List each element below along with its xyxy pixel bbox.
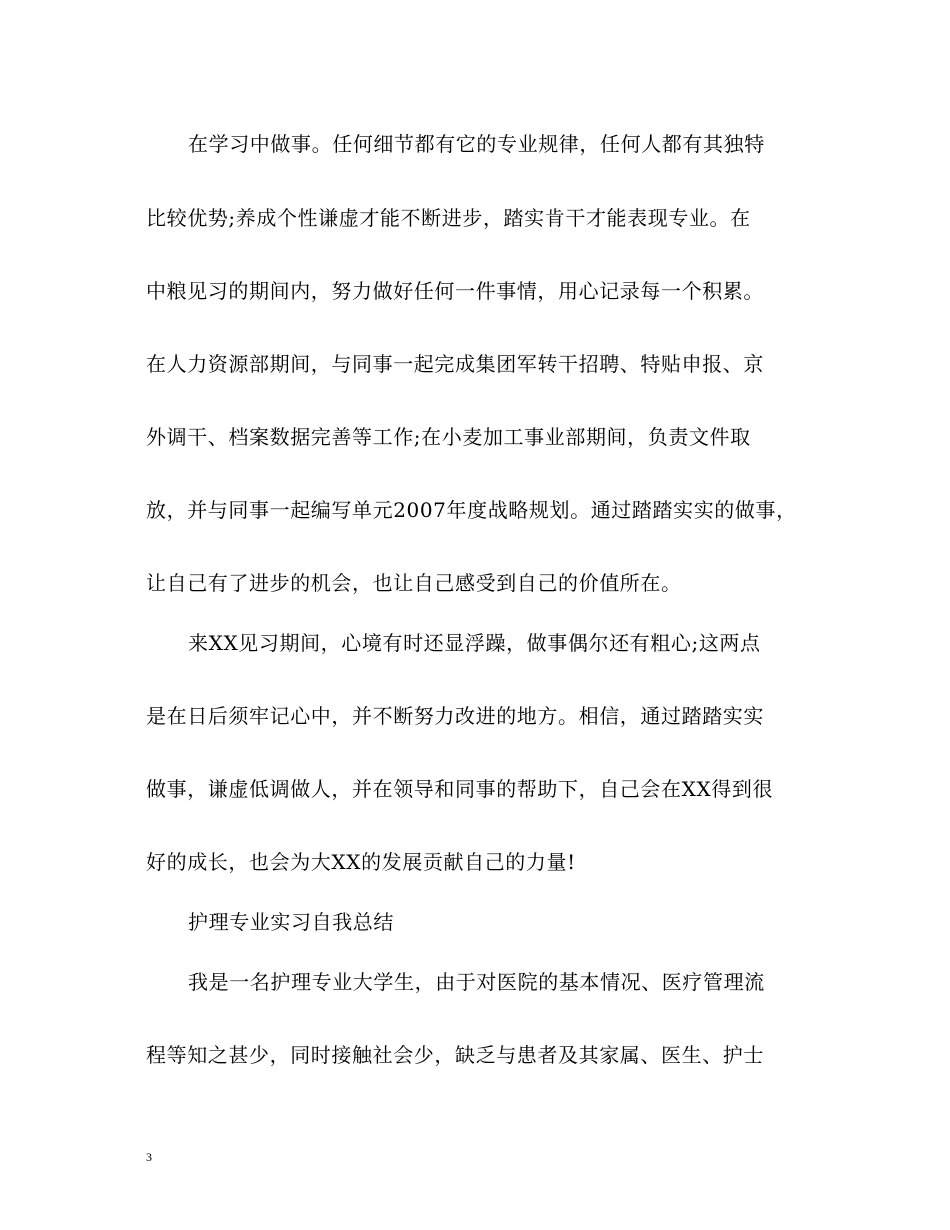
paragraph-line: 中粮见习的期间内，努力做好任何一件事情，用心记录每一个积累。 xyxy=(146,279,764,303)
paragraph-line: 比较优势;养成个性谦虚才能不断进步，踏实肯干才能表现专业。在 xyxy=(146,206,751,230)
paragraph-line: 放，并与同事一起编写单元2007年度战略规划。通过踏踏实实的做事， xyxy=(146,498,797,522)
paragraph-line: 外调干、档案数据完善等工作;在小麦加工事业部期间，负责文件取 xyxy=(146,425,751,449)
section-heading: 护理专业实习自我总结 xyxy=(188,910,394,934)
paragraph-line: 在学习中做事。任何细节都有它的专业规律，任何人都有其独特 xyxy=(188,132,765,156)
paragraph-line: 做事，谦虚低调做人，并在领导和同事的帮助下，自己会在XX得到很 xyxy=(146,777,774,801)
paragraph-line: 是在日后须牢记心中，并不断努力改进的地方。相信，通过踏踏实实 xyxy=(146,704,764,728)
paragraph-line: 在人力资源部期间，与同事一起完成集团军转干招聘、特贴申报、京 xyxy=(146,352,764,376)
paragraph-line: 让自己有了进步的机会，也让自己感受到自己的价值所在。 xyxy=(146,571,682,595)
paragraph-line: 好的成长，也会为大XX的发展贡献自己的力量! xyxy=(146,850,576,874)
paragraph-line: 我是一名护理专业大学生，由于对医院的基本情况、医疗管理流 xyxy=(188,970,765,994)
paragraph-line: 程等知之甚少，同时接触社会少，缺乏与患者及其家属、医生、护士 xyxy=(146,1043,764,1067)
paragraph-line: 来XX见习期间，心境有时还显浮躁，做事偶尔还有粗心;这两点 xyxy=(188,631,761,655)
page-number: 3 xyxy=(146,1150,152,1164)
